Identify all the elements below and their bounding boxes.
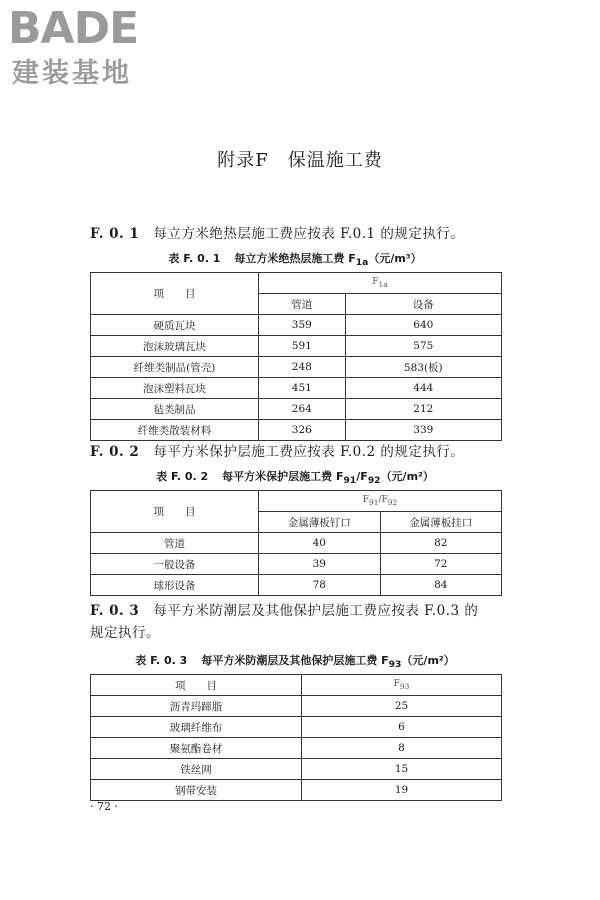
cell-value: 444 <box>345 378 501 399</box>
clause-f02 <box>90 441 510 463</box>
logo-subtitle: 建装基地 <box>12 58 132 89</box>
table-row <box>91 738 502 759</box>
cell-value: 591 <box>259 336 346 357</box>
caption-subscript-2: 92 <box>367 475 381 487</box>
row-label: 纤维类制品(管壳) <box>91 357 259 378</box>
page-number: · 72 · <box>90 800 118 813</box>
clause-number: F. 0. 3 <box>90 603 140 619</box>
header-group <box>259 491 502 512</box>
cell-value: 82 <box>380 533 502 554</box>
cell-value: 78 <box>259 575 381 596</box>
caption-text: 每平方米保护层施工费 F <box>222 470 344 483</box>
cell-value: 583(板) <box>345 357 501 378</box>
cell-value: 640 <box>345 315 501 336</box>
table-row <box>91 336 502 357</box>
header-symbol: F <box>362 495 369 506</box>
table-caption-f02 <box>80 468 510 486</box>
cell-value: 326 <box>259 420 346 441</box>
caption-separator: /F <box>356 470 368 483</box>
table-row <box>91 357 502 378</box>
cell-value: 339 <box>345 420 501 441</box>
clause-f01 <box>90 223 510 245</box>
row-label: 管道 <box>91 533 259 554</box>
cell-value: 25 <box>302 696 502 717</box>
header-subscript: 91 <box>368 497 379 507</box>
header-item: 项 目 <box>91 273 259 315</box>
row-label: 泡沫塑料瓦块 <box>91 378 259 399</box>
row-label: 硬质瓦块 <box>91 315 259 336</box>
cell-value: 39 <box>259 554 381 575</box>
header-col-equipment: 设备 <box>345 294 501 315</box>
table-row <box>91 378 502 399</box>
table-row <box>91 575 502 596</box>
table-row <box>91 533 502 554</box>
clause-text-continued: 规定执行。 <box>90 625 160 641</box>
header-group <box>259 273 502 294</box>
header-subscript: 93 <box>399 681 410 691</box>
caption-number: 表 F. 0. 2 <box>156 470 209 483</box>
row-label: 泡沫玻璃瓦块 <box>91 336 259 357</box>
clause-f03 <box>90 600 510 644</box>
cell-value: 575 <box>345 336 501 357</box>
header-subscript: 1a <box>378 279 388 289</box>
cell-value: 451 <box>259 378 346 399</box>
header-symbol: F <box>372 277 379 288</box>
row-label: 钢带安装 <box>91 780 302 801</box>
caption-number: 表 F. 0. 1 <box>168 252 221 265</box>
caption-unit: （元/m²） <box>401 654 455 667</box>
cell-value: 40 <box>259 533 381 554</box>
caption-text: 每立方米绝热层施工费 F <box>234 252 356 265</box>
table-caption-f03 <box>80 652 510 670</box>
table-row <box>91 554 502 575</box>
header-col-nail: 金属薄板钉口 <box>259 512 381 533</box>
page-title: 附录F 保温施工费 <box>217 150 383 171</box>
clause-number: F. 0. 2 <box>90 444 140 460</box>
header-item: 项 目 <box>91 675 302 696</box>
caption-subscript: 1a <box>355 257 369 269</box>
caption-subscript: 91 <box>343 475 357 487</box>
table-caption-f01 <box>80 250 510 268</box>
cell-value: 8 <box>302 738 502 759</box>
clause-text: 每立方米绝热层施工费应按表 F.0.1 的规定执行。 <box>153 226 465 242</box>
caption-unit: （元/m²） <box>380 470 434 483</box>
header-separator: /F <box>378 495 388 506</box>
header-item: 项 目 <box>91 491 259 533</box>
row-label: 纤维类散装材料 <box>91 420 259 441</box>
row-label: 沥青玛蹄脂 <box>91 696 302 717</box>
table-row <box>91 696 502 717</box>
caption-text: 每平方米防潮层及其他保护层施工费 F <box>201 654 389 667</box>
clause-text: 每平方米保护层施工费应按表 F.0.2 的规定执行。 <box>153 444 465 460</box>
table-row <box>91 399 502 420</box>
row-label: 球形设备 <box>91 575 259 596</box>
caption-unit: （元/m³） <box>368 252 422 265</box>
row-label: 一般设备 <box>91 554 259 575</box>
cell-value: 6 <box>302 717 502 738</box>
row-label: 聚氨酯卷材 <box>91 738 302 759</box>
header-col-pipe: 管道 <box>259 294 346 315</box>
clause-text: 每平方米防潮层及其他保护层施工费应按表 F.0.3 的 <box>153 603 479 619</box>
header-subscript-2: 92 <box>387 497 398 507</box>
row-label: 毡类制品 <box>91 399 259 420</box>
cell-value: 72 <box>380 554 502 575</box>
cell-value: 19 <box>302 780 502 801</box>
row-label: 铁丝网 <box>91 759 302 780</box>
header-symbol: F <box>393 679 400 690</box>
cell-value: 84 <box>380 575 502 596</box>
table-row <box>91 420 502 441</box>
caption-number: 表 F. 0. 3 <box>135 654 188 667</box>
cell-value: 248 <box>259 357 346 378</box>
table-f01 <box>90 272 502 441</box>
table-f02 <box>90 490 502 596</box>
caption-subscript: 93 <box>388 659 402 671</box>
row-label: 玻璃纤维布 <box>91 717 302 738</box>
table-row <box>91 759 502 780</box>
bade-logo <box>8 4 178 94</box>
table-row <box>91 315 502 336</box>
header-col-hook: 金属薄板挂口 <box>380 512 502 533</box>
table-f03 <box>90 674 502 801</box>
table-row <box>91 780 502 801</box>
cell-value: 359 <box>259 315 346 336</box>
cell-value: 15 <box>302 759 502 780</box>
cell-value: 264 <box>259 399 346 420</box>
clause-number: F. 0. 1 <box>90 226 140 242</box>
logo-wordmark: BADE <box>8 3 139 54</box>
header-value <box>302 675 502 696</box>
table-row <box>91 717 502 738</box>
cell-value: 212 <box>345 399 501 420</box>
